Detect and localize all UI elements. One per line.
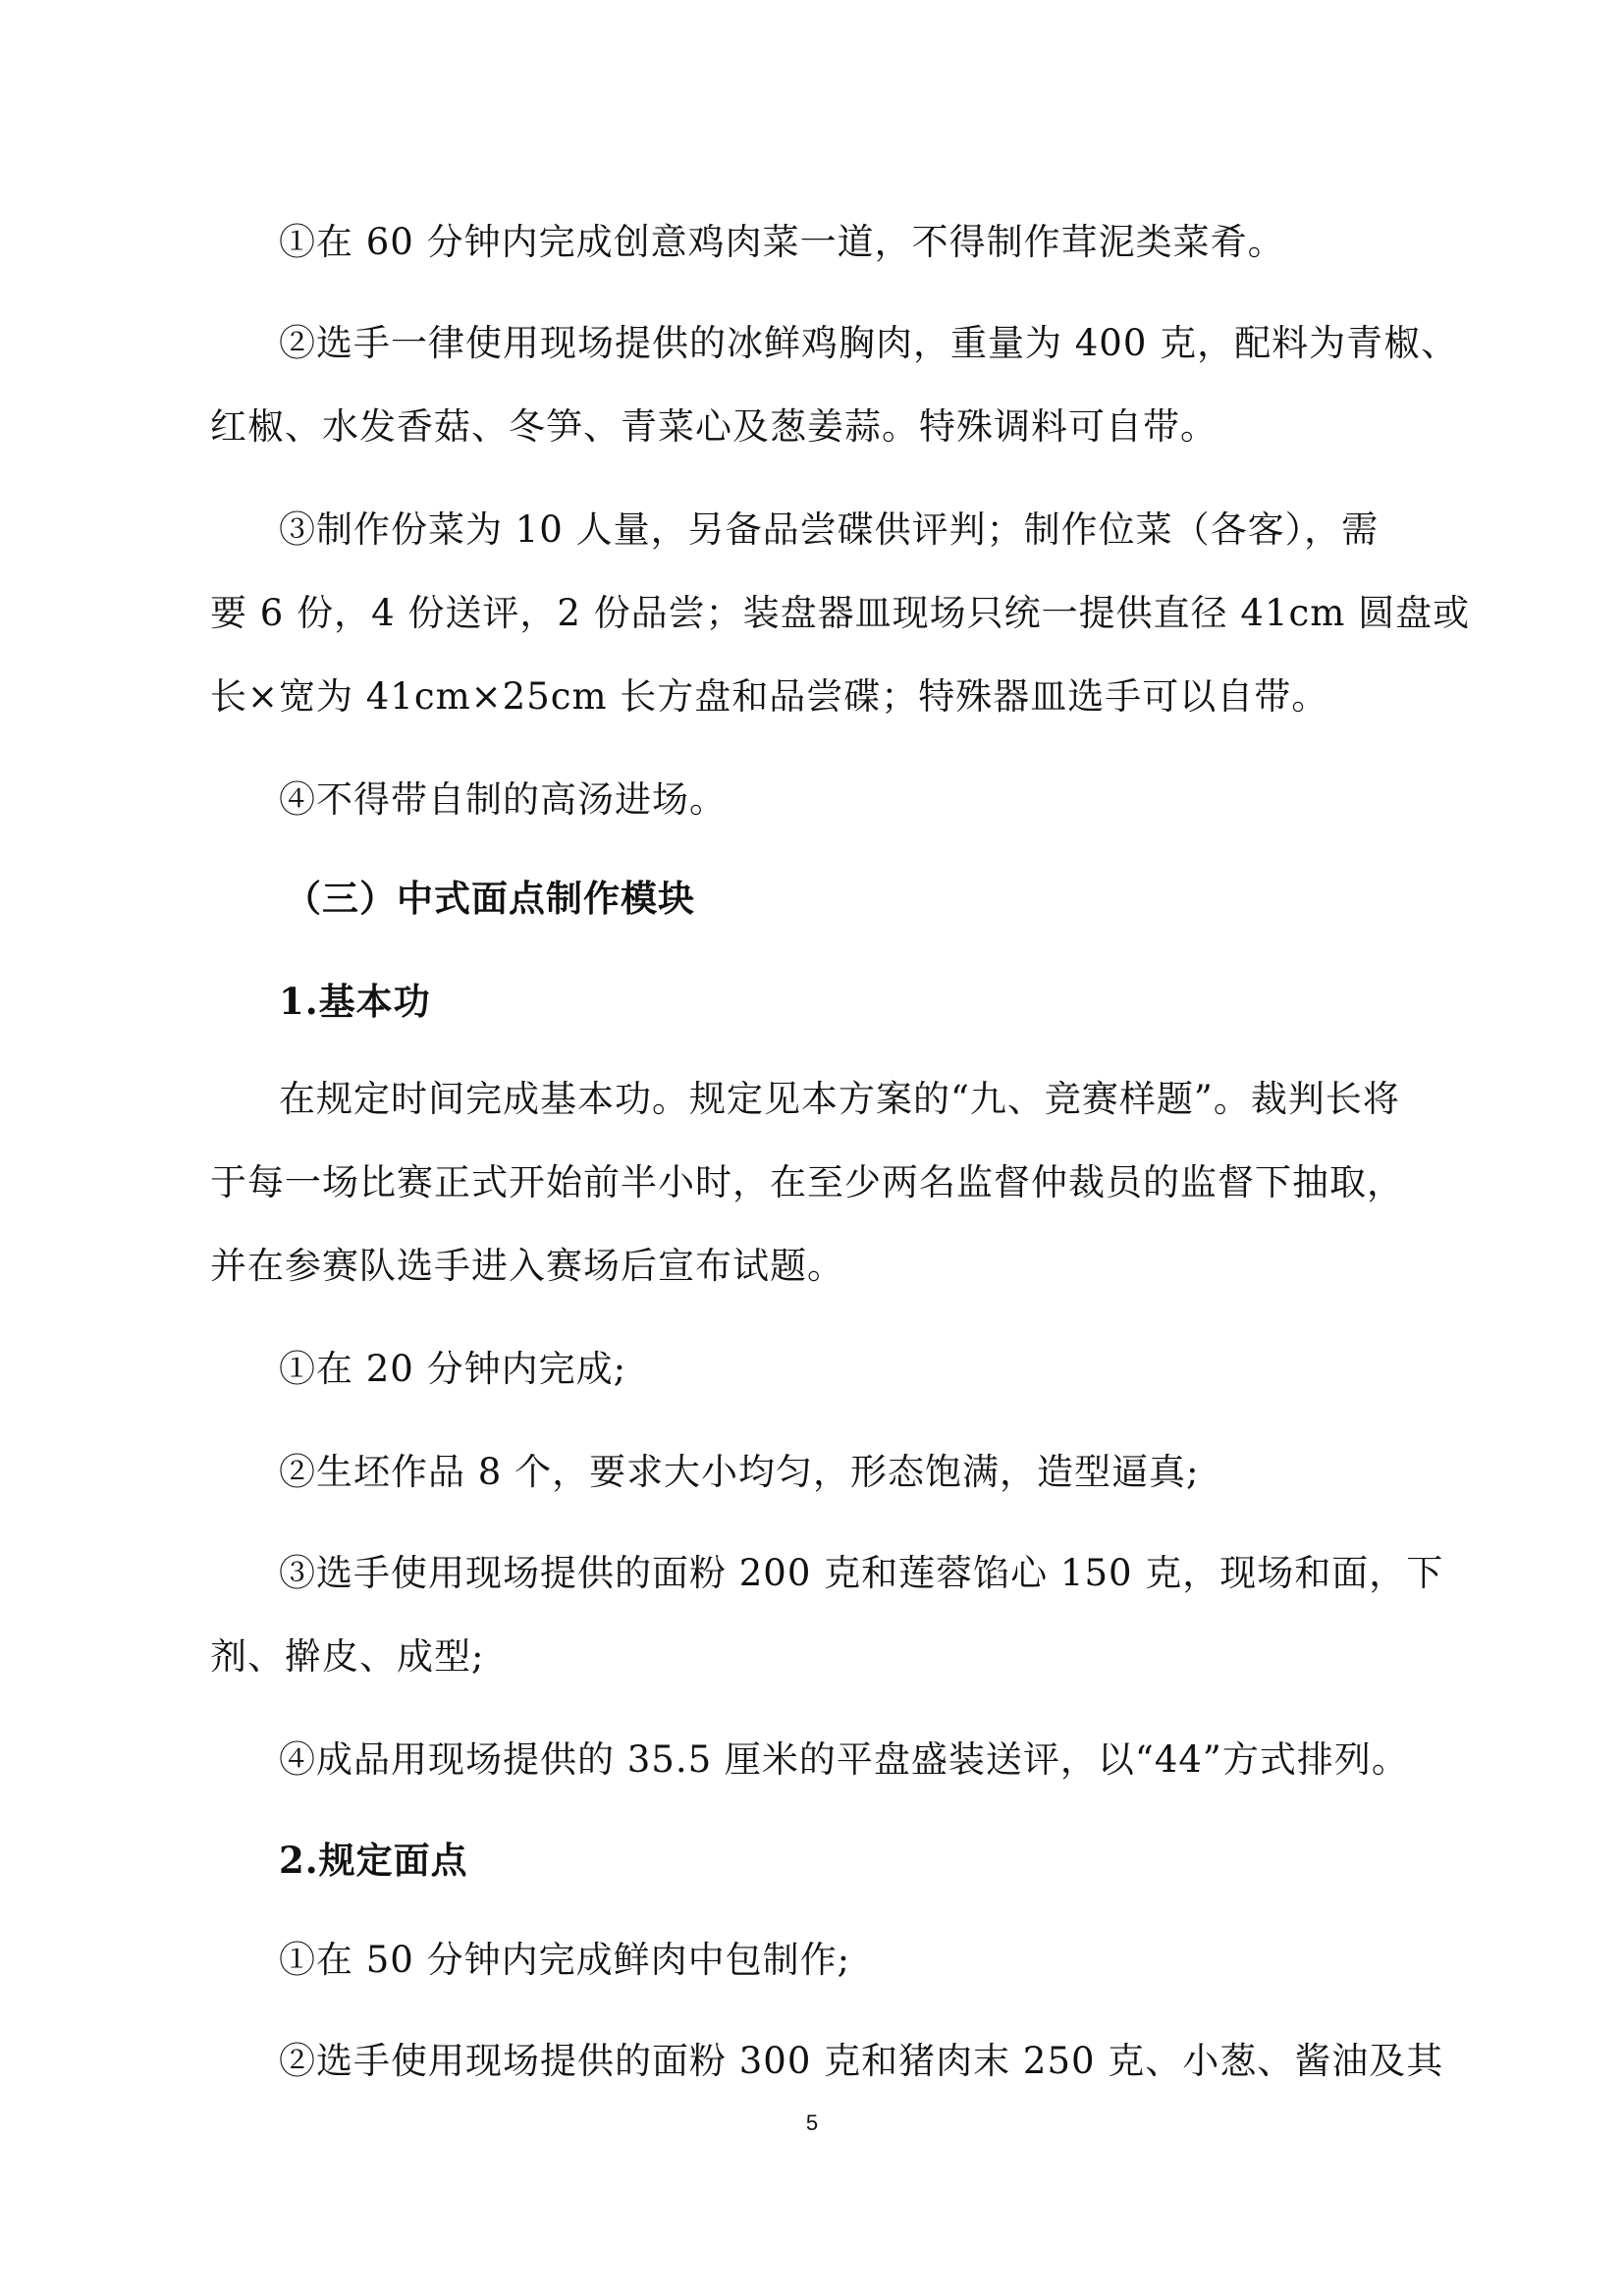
paragraph-line: ③制作份菜为 10 人量，另备品尝碟供评判；制作位菜（各客），需	[279, 508, 1380, 551]
paragraph-line: ④成品用现场提供的 35.5 厘米的平盘盛装送评，以“44”方式排列。	[279, 1738, 1409, 1781]
paragraph-line: ①在 60 分钟内完成创意鸡肉菜一道，不得制作茸泥类菜肴。	[279, 221, 1285, 263]
paragraph-line: 在规定时间完成基本功。规定见本方案的“九、竞赛样题”。裁判长将	[279, 1078, 1400, 1120]
page-number: 5	[805, 2110, 819, 2135]
paragraph-line: ①在 20 分钟内完成;	[279, 1348, 627, 1390]
paragraph-line: ②生坯作品 8 个，要求大小均匀，形态饱满，造型逼真;	[279, 1451, 1200, 1493]
paragraph-line: ①在 50 分钟内完成鲜肉中包制作;	[279, 1939, 851, 1981]
paragraph-line: 剂、擀皮、成型;	[210, 1635, 485, 1678]
paragraph-line: 要 6 份，4 份送评，2 份品尝；装盘器皿现场只统一提供直径 41cm 圆盘或	[210, 592, 1471, 634]
paragraph-line: ②选手使用现场提供的面粉 300 克和猪肉末 250 克、小葱、酱油及其	[279, 2040, 1444, 2082]
paragraph-line: ③选手使用现场提供的面粉 200 克和莲蓉馅心 150 克，现场和面，下	[279, 1552, 1444, 1594]
paragraph-line: 长×宽为 41cm×25cm 长方盘和品尝碟；特殊器皿选手可以自带。	[210, 675, 1329, 718]
paragraph-line: 并在参赛队选手进入赛场后宣布试题。	[210, 1245, 844, 1287]
paragraph-line: ④不得带自制的高汤进场。	[279, 778, 727, 821]
subsection-heading: 2.规定面点	[279, 1839, 468, 1882]
section-heading: （三）中式面点制作模块	[285, 877, 695, 920]
paragraph-line: 红椒、水发香菇、冬笋、青菜心及葱姜蒜。特殊调料可自带。	[210, 405, 1218, 448]
paragraph-line: ②选手一律使用现场提供的冰鲜鸡胸肉，重量为 400 克，配料为青椒、	[279, 322, 1459, 364]
paragraph-line: 于每一场比赛正式开始前半小时，在至少两名监督仲裁员的监督下抽取，	[210, 1161, 1404, 1203]
subsection-heading: 1.基本功	[279, 980, 431, 1023]
